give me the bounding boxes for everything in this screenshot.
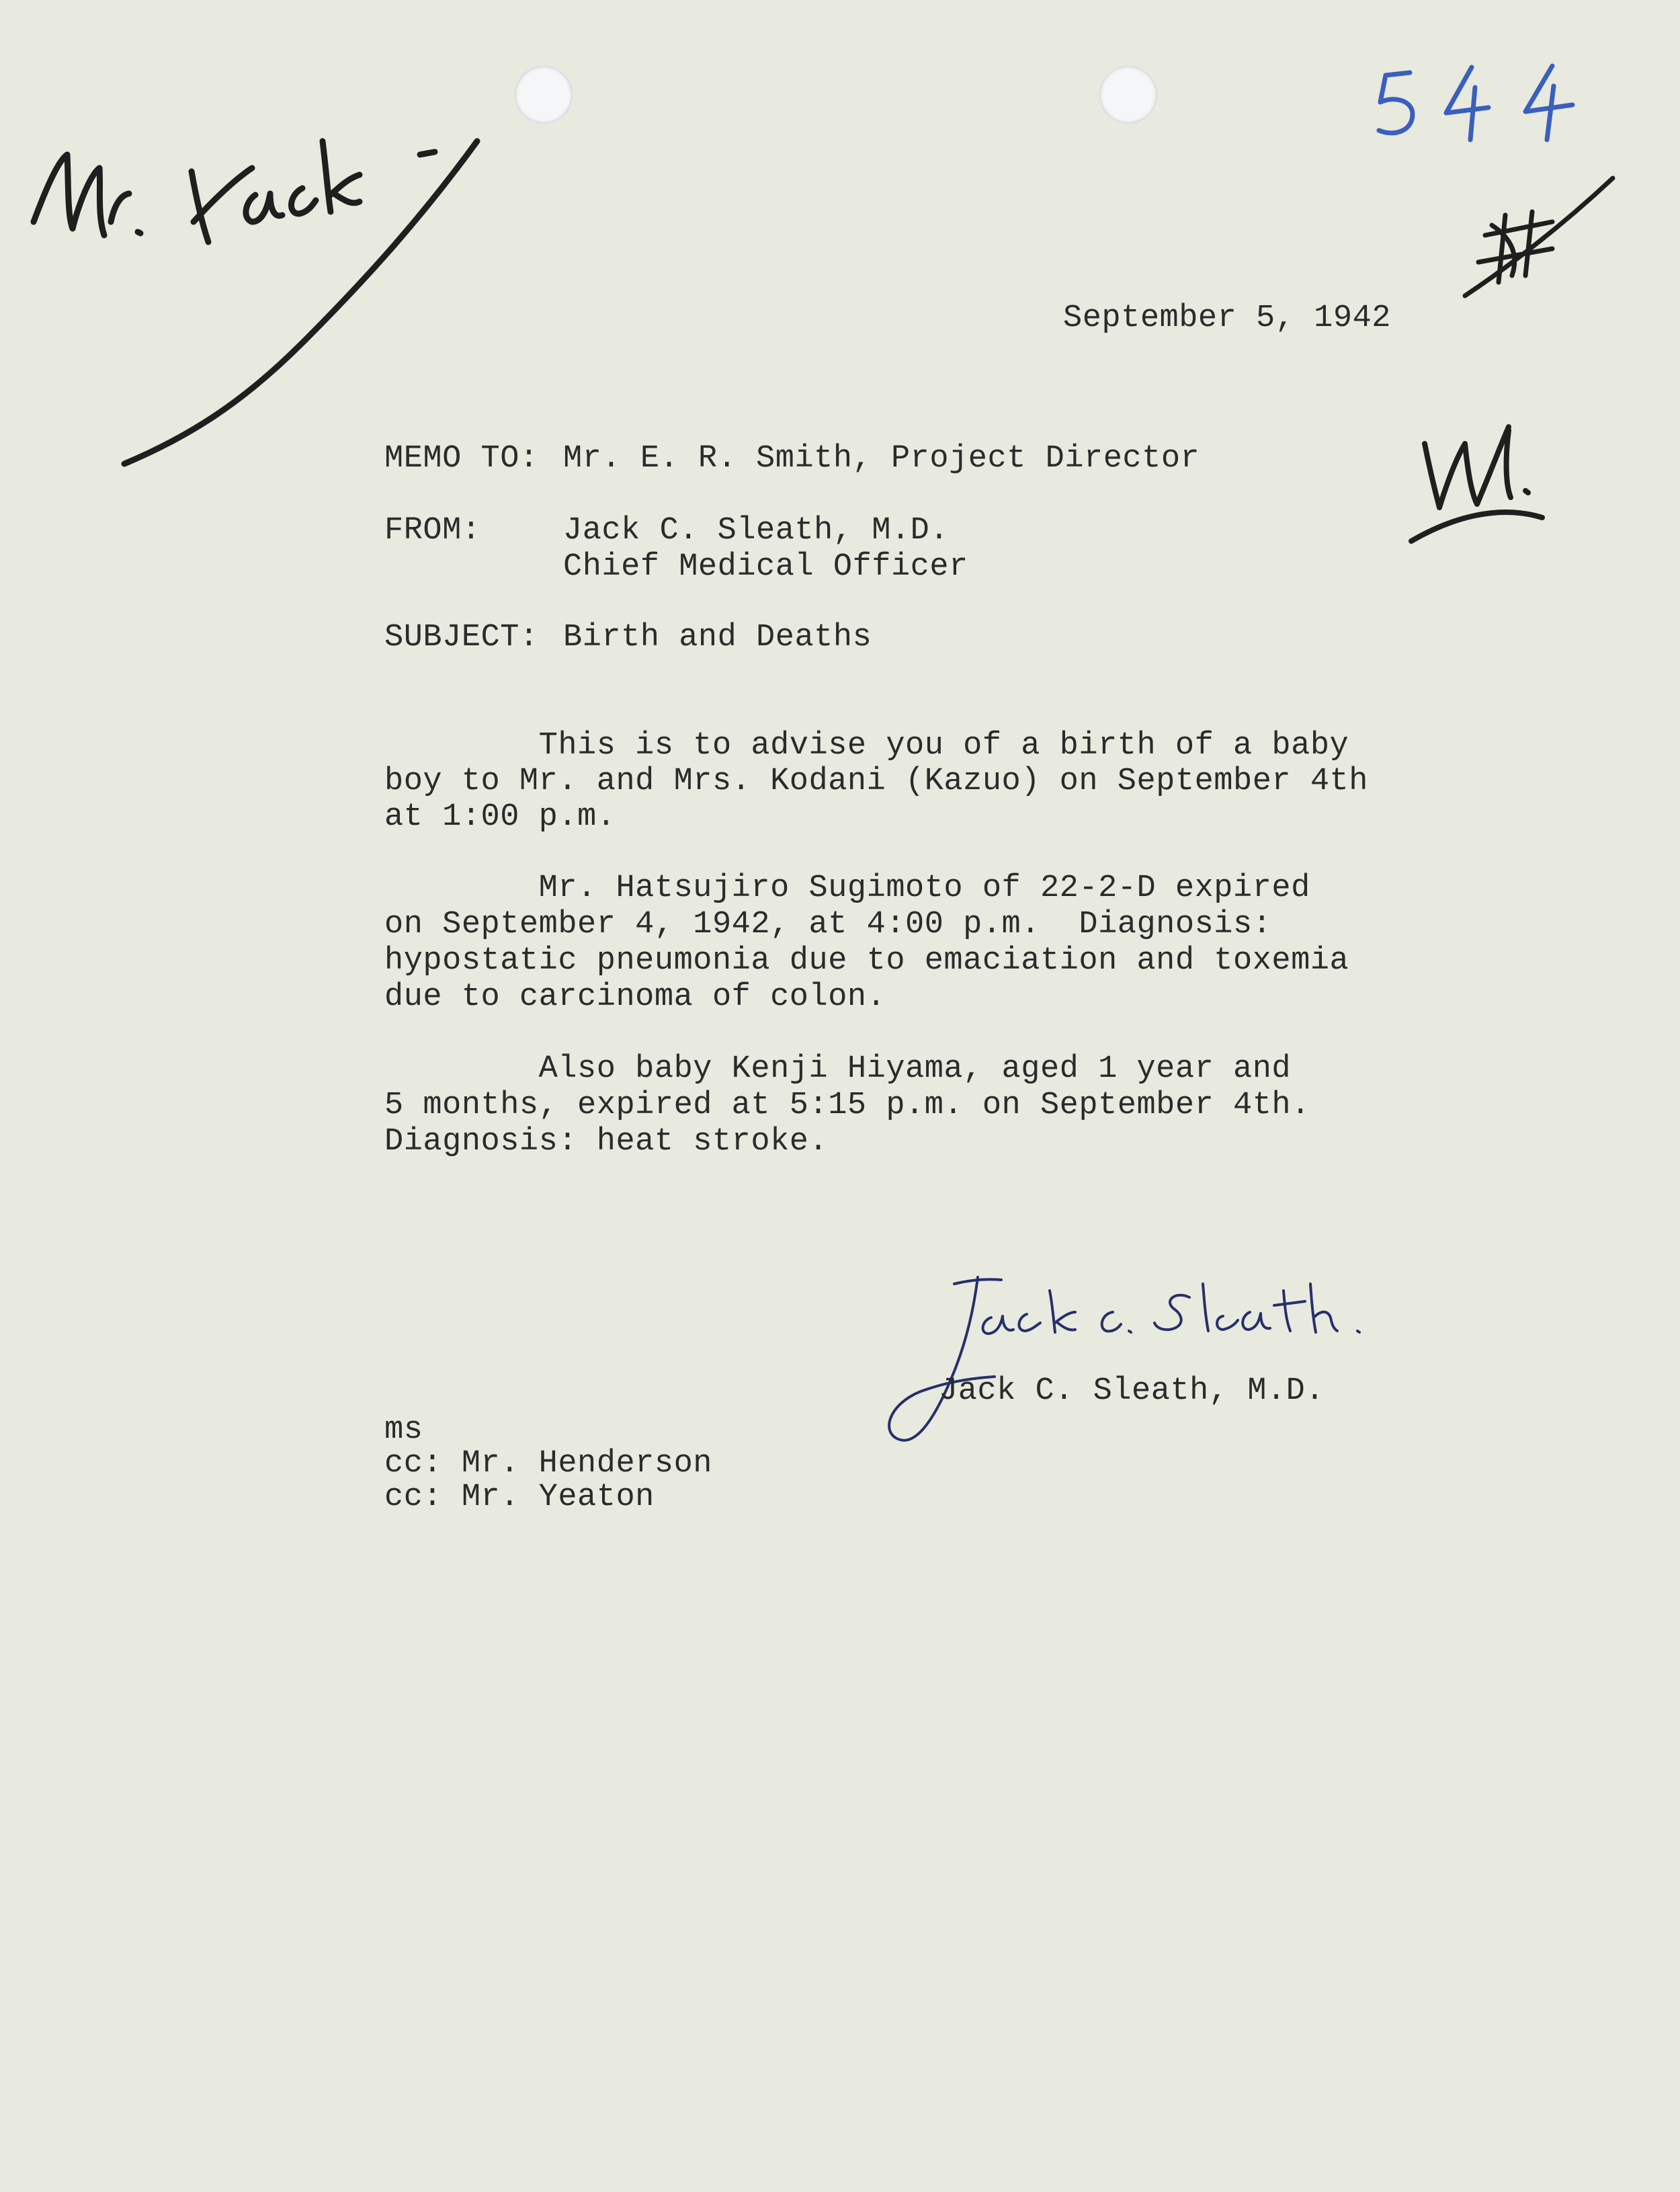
body-line: Diagnosis: heat stroke. xyxy=(384,1124,829,1160)
cc-line: cc: Mr. Yeaton xyxy=(384,1479,655,1515)
memo-subject-label: SUBJECT: xyxy=(384,620,539,655)
memo-to-value: Mr. E. R. Smith, Project Director xyxy=(563,441,1200,477)
body-line: Mr. Hatsujiro Sugimoto of 22-2-D expired xyxy=(384,870,1310,906)
page-number-handwritten-image xyxy=(1371,60,1599,148)
handwritten-note-image xyxy=(20,121,491,484)
body-line: due to carcinoma of colon. xyxy=(384,979,886,1015)
punch-hole-left xyxy=(515,66,573,124)
body-line: 5 months, expired at 5:15 p.m. on September 4th. xyxy=(384,1088,1310,1123)
body-line: boy to Mr. and Mrs. Kodani (Kazuo) on September 4th xyxy=(384,764,1368,799)
crossed-mark-image xyxy=(1452,175,1620,316)
initials-handwritten-image xyxy=(1404,417,1552,551)
memo-from-label: FROM: xyxy=(384,513,481,549)
body-line: hypostatic pneumonia due to emaciation and toxemia xyxy=(384,943,1349,979)
memo-to-label: MEMO TO: xyxy=(384,441,539,477)
punch-hole-right xyxy=(1099,66,1157,124)
memo-from-title: Chief Medical Officer xyxy=(563,549,968,585)
body-line: on September 4, 1942, at 4:00 p.m. Diagnosis: xyxy=(384,907,1272,942)
signature-typed-name: Jack C. Sleath, M.D. xyxy=(939,1373,1325,1409)
body-line: Also baby Kenji Hiyama, aged 1 year and xyxy=(384,1051,1292,1087)
memo-from-name: Jack C. Sleath, M.D. xyxy=(563,513,950,549)
cc-line: cc: Mr. Henderson xyxy=(384,1446,712,1481)
memo-subject-value: Birth and Deaths xyxy=(563,620,872,655)
body-line: at 1:00 p.m. xyxy=(384,799,616,835)
body-line: This is to advise you of a birth of a baby xyxy=(384,728,1349,764)
memo-date: September 5, 1942 xyxy=(1063,300,1391,336)
signature-image xyxy=(874,1264,1398,1452)
typist-initials: ms xyxy=(384,1412,423,1448)
